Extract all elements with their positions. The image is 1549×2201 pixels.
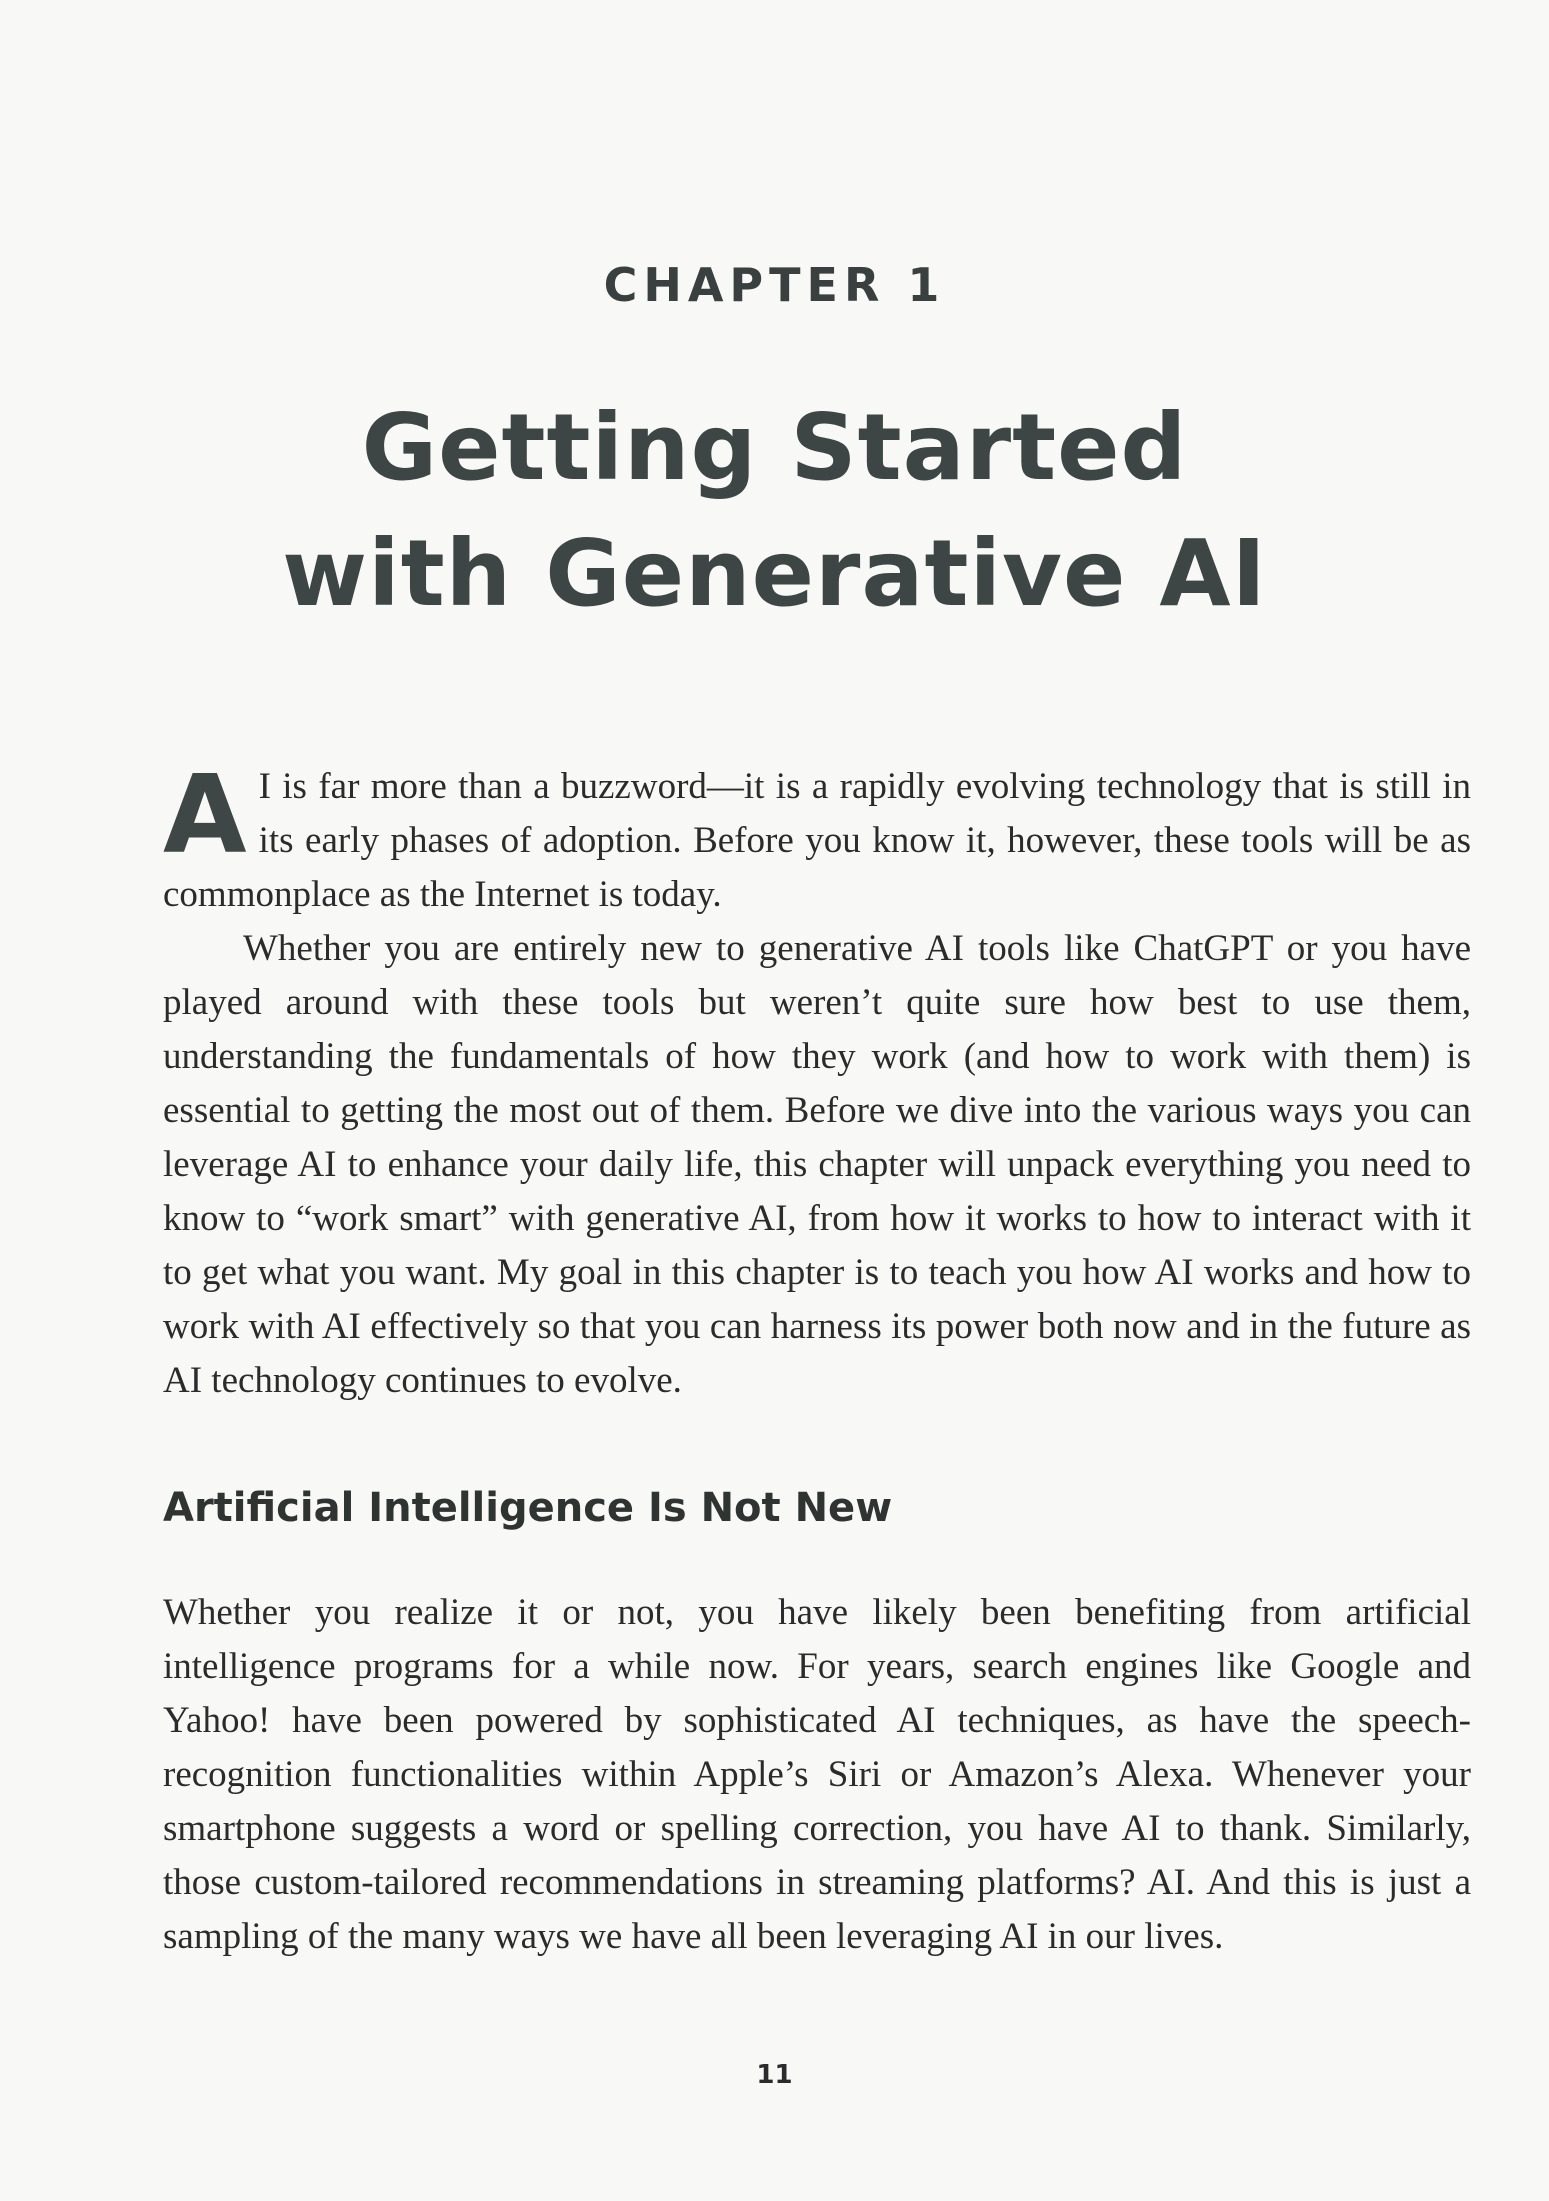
intro-paragraph-2: Whether you are entirely new to generative AI tools like ChatGPT or you have played around with these tools but weren’t quite sure how best to use them, understanding the fundamentals of how they work (and how to work with them) is essential to getting the most out of them. Before we dive into the various ways you can leverage AI to enhance your daily life, this chapter will unpack everything you need to know to “work smart” with generative AI, from how it works to how to interact with it to get what you want. My goal in this chapter is to teach you how AI works and how to work with AI effectively so that you can harness its power both now and in the future as AI technology continues to evolve. xyxy=(163,928,1471,1401)
section-heading: Artificial Intelligence Is Not New xyxy=(163,1485,893,1531)
chapter-title-line-1: Getting Started xyxy=(361,394,1188,501)
chapter-title xyxy=(0,385,1549,637)
section-paragraph: Whether you realize it or not, you have likely been benefiting from artificial intelligence programs for a while now. For years, search engines like Google and Yahoo! have been powered by sophisticated AI techniques, as have the speech-recognition functionalities within Apple’s Siri or Amazon’s Alexa. Whenever your smartphone suggests a word or spelling correction, you have AI to thank. Similarly, those custom-tailored recommendations in streaming platforms? AI. And this is just a sampling of the many ways we have all been leveraging AI in our lives. xyxy=(163,1592,1471,1957)
intro-text xyxy=(163,753,1471,1408)
intro-paragraph-1 xyxy=(163,753,1471,922)
drop-cap: A xyxy=(163,753,247,878)
chapter-title-line-2: with Generative AI xyxy=(282,520,1267,627)
chapter-label: CHAPTER 1 xyxy=(603,258,946,312)
page-number: 11 xyxy=(756,2060,793,2090)
intro-paragraph-1-text: I is far more than a buzzword—it is a rapidly evolving technology that is still in its early phases of adoption. Before you know it, however, these tools will be as commonplace as the Internet is today. xyxy=(163,766,1471,915)
